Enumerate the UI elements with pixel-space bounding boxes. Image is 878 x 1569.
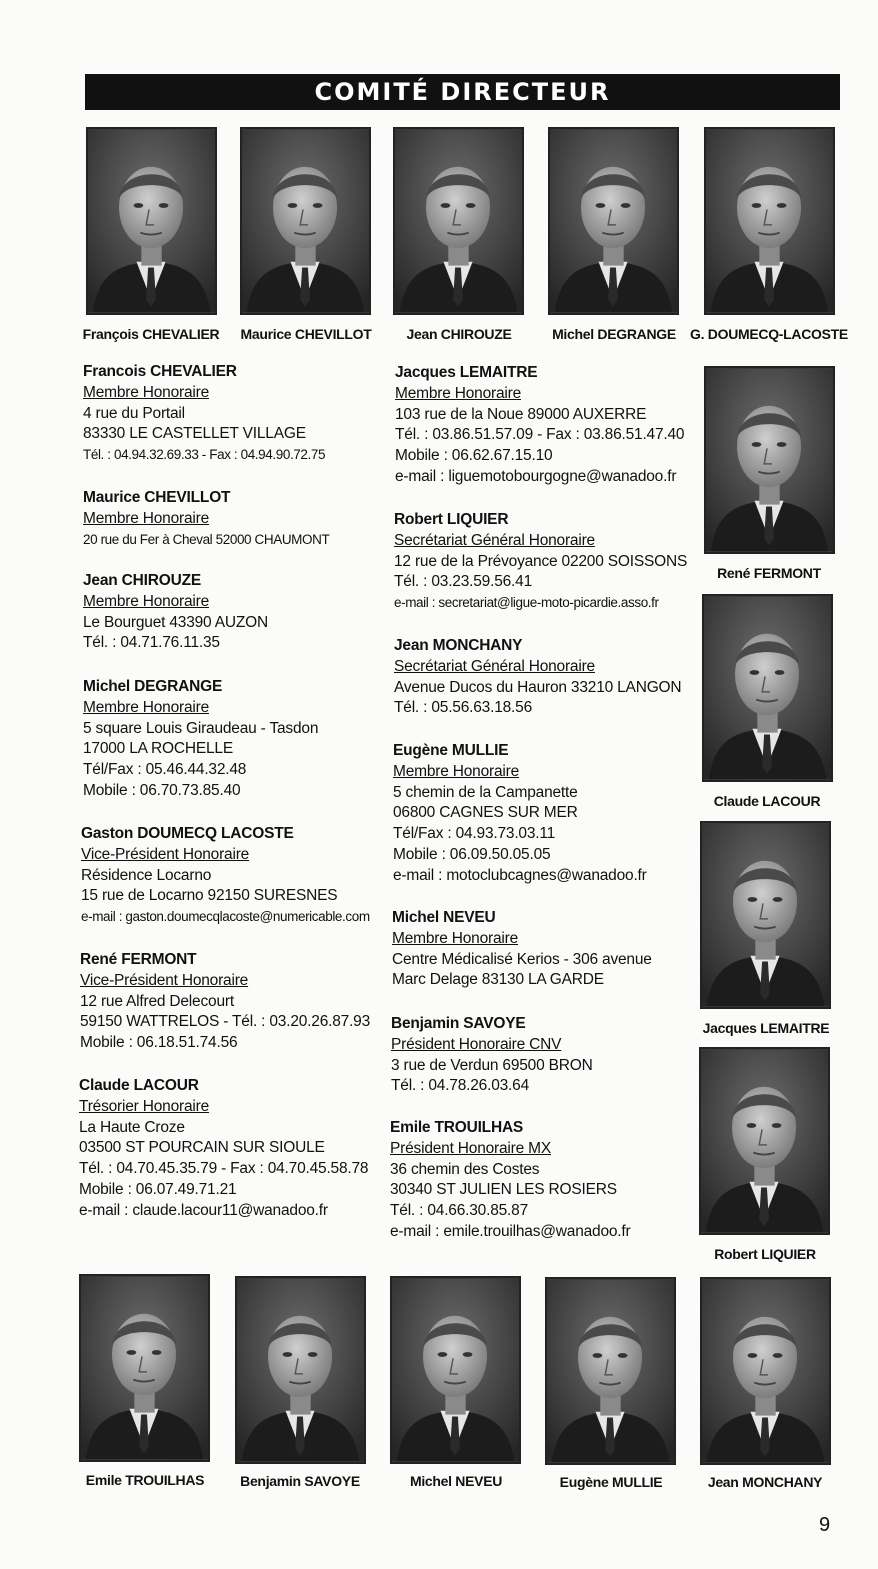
entry-line: 59150 WATTRELOS - Tél. : 03.20.26.87.93	[80, 1013, 371, 1031]
entry-role: Membre Honoraire	[83, 509, 210, 527]
photo-doumecq-lacoste	[704, 127, 835, 315]
photo-maurice-chevillot	[240, 127, 371, 315]
entry-line: Tél/Fax : 05.46.44.32.48	[83, 761, 247, 779]
caption-michel-neveu: Michel NEVEU	[409, 1473, 503, 1489]
entry-line: e-mail : liguemotobourgogne@wanadoo.fr	[395, 467, 677, 485]
entry-jean-chirouze	[83, 571, 268, 654]
caption-francois-chevalier: François CHEVALIER	[82, 326, 220, 342]
photo-jean-chirouze	[393, 127, 524, 315]
entry-name: Gaston DOUMECQ LACOSTE	[81, 825, 294, 842]
page-number: 9	[819, 1514, 831, 1536]
caption-maurice-chevillot: Maurice CHEVILLOT	[240, 326, 372, 342]
entry-name: Robert LIQUIER	[394, 511, 509, 528]
entry-role: Vice-Président Honoraire	[80, 971, 249, 989]
entry-name: Jacques LEMAITRE	[395, 364, 538, 381]
photo-eugene-mullie	[545, 1277, 676, 1465]
entry-line: Tél. : 04.94.32.69.33 - Fax : 04.94.90.72.75	[83, 447, 326, 463]
caption-jean-chirouze: Jean CHIROUZE	[406, 326, 512, 342]
entry-name: Claude LACOUR	[79, 1077, 199, 1094]
section-banner	[85, 74, 840, 110]
entry-line: 4 rue du Portail	[83, 404, 185, 422]
entry-role: Membre Honoraire	[83, 383, 210, 401]
entry-name: Jean CHIROUZE	[83, 572, 201, 589]
entry-line: Le Bourguet 43390 AUZON	[83, 613, 268, 631]
caption-eugene-mullie: Eugène MULLIE	[559, 1474, 663, 1490]
entry-role: Membre Honoraire	[393, 762, 520, 780]
entry-name: Jean MONCHANY	[394, 637, 523, 654]
entry-line: 36 chemin des Costes	[390, 1160, 540, 1178]
caption-rene-fermont: René FERMONT	[717, 565, 821, 581]
entry-name: Maurice CHEVILLOT	[83, 489, 231, 506]
photo-robert-liquier	[699, 1047, 830, 1235]
entry-line: Tél. : 04.66.30.85.87	[390, 1202, 528, 1220]
entry-line: 3 rue de Verdun 69500 BRON	[391, 1056, 593, 1074]
photo-rene-fermont	[704, 366, 835, 554]
entry-line: 12 rue Alfred Delecourt	[80, 992, 234, 1010]
entry-line: e-mail : motoclubcagnes@wanadoo.fr	[393, 866, 647, 884]
entry-role: Secrétariat Général Honoraire	[394, 531, 595, 549]
entry-line: e-mail : gaston.doumecqlacoste@numericable.com	[81, 909, 370, 925]
entry-line: Mobile : 06.18.51.74.56	[80, 1034, 238, 1052]
photo-jacques-lemaitre	[700, 821, 831, 1009]
entry-name: René FERMONT	[80, 951, 197, 968]
entry-line: Tél/Fax : 04.93.73.03.11	[393, 825, 556, 843]
entry-michel-neveu	[392, 908, 652, 991]
caption-benjamin-savoye: Benjamin SAVOYE	[240, 1473, 360, 1489]
entry-line: 20 rue du Fer à Cheval 52000 CHAUMONT	[83, 531, 330, 547]
entry-role: Président Honoraire MX	[390, 1139, 552, 1157]
caption-jacques-lemaitre: Jacques LEMAITRE	[702, 1020, 830, 1036]
photo-jean-monchany	[700, 1277, 831, 1465]
entry-line: Tél. : 03.86.51.57.09 - Fax : 03.86.51.47.40	[395, 426, 685, 444]
entry-line: Tél. : 04.70.45.35.79 - Fax : 04.70.45.58.78	[79, 1160, 369, 1178]
entry-line: 83330 LE CASTELLET VILLAGE	[83, 425, 306, 443]
entry-line: 03500 ST POURCAIN SUR SIOULE	[79, 1139, 325, 1157]
photo-benjamin-savoye	[235, 1276, 366, 1464]
entry-line: Tél. : 04.78.26.03.64	[391, 1077, 529, 1095]
entry-francois-chevalier	[83, 362, 325, 466]
entry-line: 17000 LA ROCHELLE	[83, 740, 233, 758]
entry-name: Michel DEGRANGE	[83, 678, 223, 695]
entry-line: Mobile : 06.70.73.85.40	[83, 781, 241, 799]
entry-gaston-doumecq-lacoste	[81, 824, 370, 928]
entry-role: Trésorier Honoraire	[79, 1097, 210, 1115]
entry-jacques-lemaitre	[395, 363, 684, 488]
entry-line: 5 square Louis Giraudeau - Tasdon	[83, 719, 319, 737]
entry-line: Marc Delage 83130 LA GARDE	[392, 971, 604, 989]
caption-doumecq-lacoste: G. DOUMECQ-LACOSTE	[690, 326, 848, 342]
entry-line: e-mail : secretariat@ligue-moto-picardie.asso.fr	[394, 595, 659, 611]
entry-role: Membre Honoraire	[83, 698, 210, 716]
entry-line: 15 rue de Locarno 92150 SURESNES	[81, 887, 338, 905]
entry-role: Vice-Président Honoraire	[81, 845, 250, 863]
entry-line: La Haute Croze	[79, 1118, 185, 1136]
entry-role: Secrétariat Général Honoraire	[394, 657, 595, 675]
entry-name: Michel NEVEU	[392, 909, 496, 926]
entry-line: Mobile : 06.09.50.05.05	[393, 845, 551, 863]
entry-claude-lacour	[79, 1076, 368, 1222]
entry-name: Eugène MULLIE	[393, 742, 509, 759]
entry-line: Mobile : 06.62.67.15.10	[395, 447, 553, 465]
entry-maurice-chevillot	[83, 488, 329, 550]
entry-line: 06800 CAGNES SUR MER	[393, 804, 578, 822]
entry-line: Tél. : 03.23.59.56.41	[394, 573, 532, 591]
entry-line: Centre Médicalisé Kerios - 306 avenue	[392, 950, 652, 968]
entry-emile-trouilhas	[390, 1118, 630, 1243]
entry-role: Président Honoraire CNV	[391, 1035, 562, 1053]
entry-line: Tél. : 04.71.76.11.35	[83, 634, 220, 652]
entry-rene-fermont	[80, 950, 370, 1054]
photo-michel-degrange	[548, 127, 679, 315]
caption-claude-lacour: Claude LACOUR	[713, 793, 821, 809]
caption-emile-trouilhas: Emile TROUILHAS	[85, 1472, 205, 1488]
caption-robert-liquier: Robert LIQUIER	[714, 1246, 816, 1262]
caption-michel-degrange: Michel DEGRANGE	[552, 326, 676, 342]
entry-name: Emile TROUILHAS	[390, 1119, 524, 1136]
entry-name: Francois CHEVALIER	[83, 363, 237, 380]
entry-robert-liquier	[394, 510, 687, 614]
entry-line: 12 rue de la Prévoyance 02200 SOISSONS	[394, 552, 688, 570]
photo-emile-trouilhas	[79, 1274, 210, 1462]
entry-role: Membre Honoraire	[392, 929, 519, 947]
entry-line: Avenue Ducos du Hauron 33210 LANGON	[394, 678, 682, 696]
entry-line: e-mail : emile.trouilhas@wanadoo.fr	[390, 1222, 631, 1240]
entry-line: 5 chemin de la Campanette	[393, 783, 578, 801]
entry-line: Résidence Locarno	[81, 866, 212, 884]
entry-role: Membre Honoraire	[395, 384, 522, 402]
entry-line: Mobile : 06.07.49.71.21	[79, 1180, 237, 1198]
entry-role: Membre Honoraire	[83, 592, 210, 610]
entry-line: e-mail : claude.lacour11@wanadoo.fr	[79, 1201, 328, 1219]
entry-benjamin-savoye	[391, 1014, 593, 1097]
entry-line: 30340 ST JULIEN LES ROSIERS	[390, 1181, 617, 1199]
photo-francois-chevalier	[86, 127, 217, 315]
entry-line: Tél. : 05.56.63.18.56	[394, 699, 532, 717]
entry-name: Benjamin SAVOYE	[391, 1015, 526, 1032]
entry-line: 103 rue de la Noue 89000 AUXERRE	[395, 405, 647, 423]
caption-jean-monchany: Jean MONCHANY	[707, 1474, 823, 1490]
entry-eugene-mullie	[393, 741, 647, 887]
entry-michel-degrange	[83, 677, 318, 802]
entry-jean-monchany	[394, 636, 681, 719]
photo-claude-lacour	[702, 594, 833, 782]
page-title: COMITÉ DIRECTEUR	[314, 78, 611, 106]
photo-michel-neveu	[390, 1276, 521, 1464]
